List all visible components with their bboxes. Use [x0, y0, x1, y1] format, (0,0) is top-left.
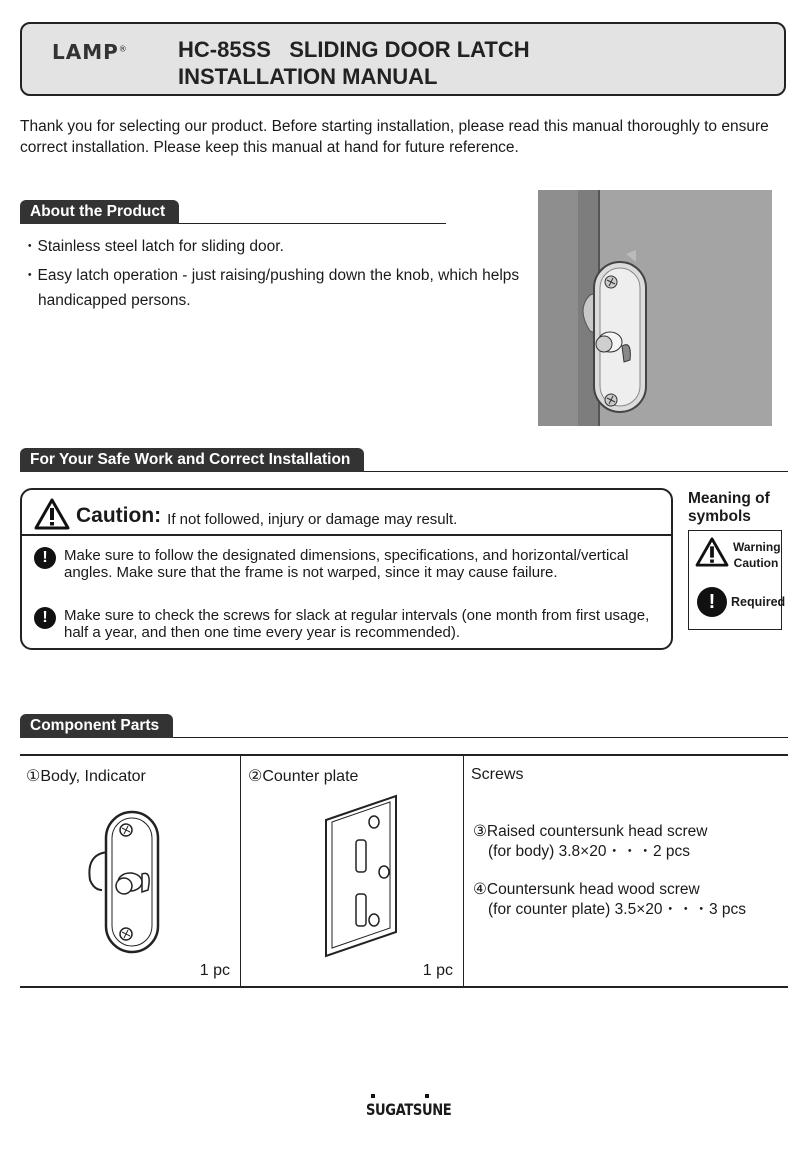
intro-paragraph: Thank you for selecting our product. Before starting installation, please read this manual thoroughly to ensure correct installation. Please keep this manual at hand for future reference.: [20, 118, 769, 156]
divider: [22, 534, 671, 536]
screw4-spec: (for counter plate) 3.5×20・・・3 pcs: [488, 901, 747, 918]
symbol-legend: [688, 530, 786, 630]
screw3-spec: (for body) 3.8×20・・・2 pcs: [488, 843, 691, 860]
components-heading: Component Parts: [20, 714, 788, 738]
screws-cell: [465, 756, 788, 986]
warning-triangle-icon: [695, 537, 729, 572]
counter-plate-drawing: [322, 792, 402, 965]
body-title: ①Body, Indicator: [26, 768, 146, 785]
required-icon: !: [34, 547, 56, 569]
plate-title: ②Counter plate: [248, 768, 359, 785]
caution-header: [34, 498, 457, 534]
screw3-name: ③Raised countersunk head screw: [473, 823, 708, 840]
about-heading: About the Product: [20, 200, 446, 224]
caution-note: If not followed, injury or damage may result.: [167, 510, 458, 528]
body-cell: [20, 756, 241, 986]
required-icon: !: [34, 607, 56, 629]
sugatsune-logo: SUGATSUNE: [366, 1100, 452, 1119]
manual-title: HC-85SS SLIDING DOOR LATCH INSTALLATION MANUAL: [178, 37, 530, 89]
title-banner: [20, 22, 786, 96]
latch-body-drawing: [78, 808, 178, 963]
components-table: [20, 754, 788, 988]
product-photo: [538, 190, 772, 426]
legend-required: ! Required: [689, 587, 781, 617]
bullet-item: ・Stainless steel latch for sliding door.: [22, 238, 284, 255]
required-icon: !: [697, 587, 727, 617]
caution-item: ! Make sure to follow the designated dimensions, specifications, and horizontal/vertical angles. Make sure that the frame is not warped, since it may cause failure.: [34, 547, 664, 581]
plate-cell: [242, 756, 464, 986]
legend-warning: Warning Caution: [689, 537, 781, 572]
plate-quantity: 1 pc: [422, 962, 453, 979]
body-quantity: 1 pc: [199, 962, 230, 979]
meaning-title: Meaning of symbols: [688, 490, 770, 525]
bullet-item: ・Easy latch operation - just raising/pushing down the knob, which helps handicapped persons.: [22, 267, 520, 309]
caution-box: [20, 488, 673, 650]
screws-title: Screws: [471, 766, 524, 783]
brand-dots-icon: [369, 1094, 435, 1098]
caution-label: Caution:: [76, 504, 162, 527]
caution-item: ! Make sure to check the screws for slack at regular intervals (one month from first usage, half a year, and then one time every year is recommended).: [34, 607, 664, 641]
safety-heading: For Your Safe Work and Correct Installation: [20, 448, 788, 472]
screw4-name: ④Countersunk head wood screw: [473, 881, 700, 898]
lamp-logo: LAMP®: [52, 40, 128, 64]
warning-triangle-icon: [34, 498, 70, 535]
about-bullets: [22, 234, 522, 317]
